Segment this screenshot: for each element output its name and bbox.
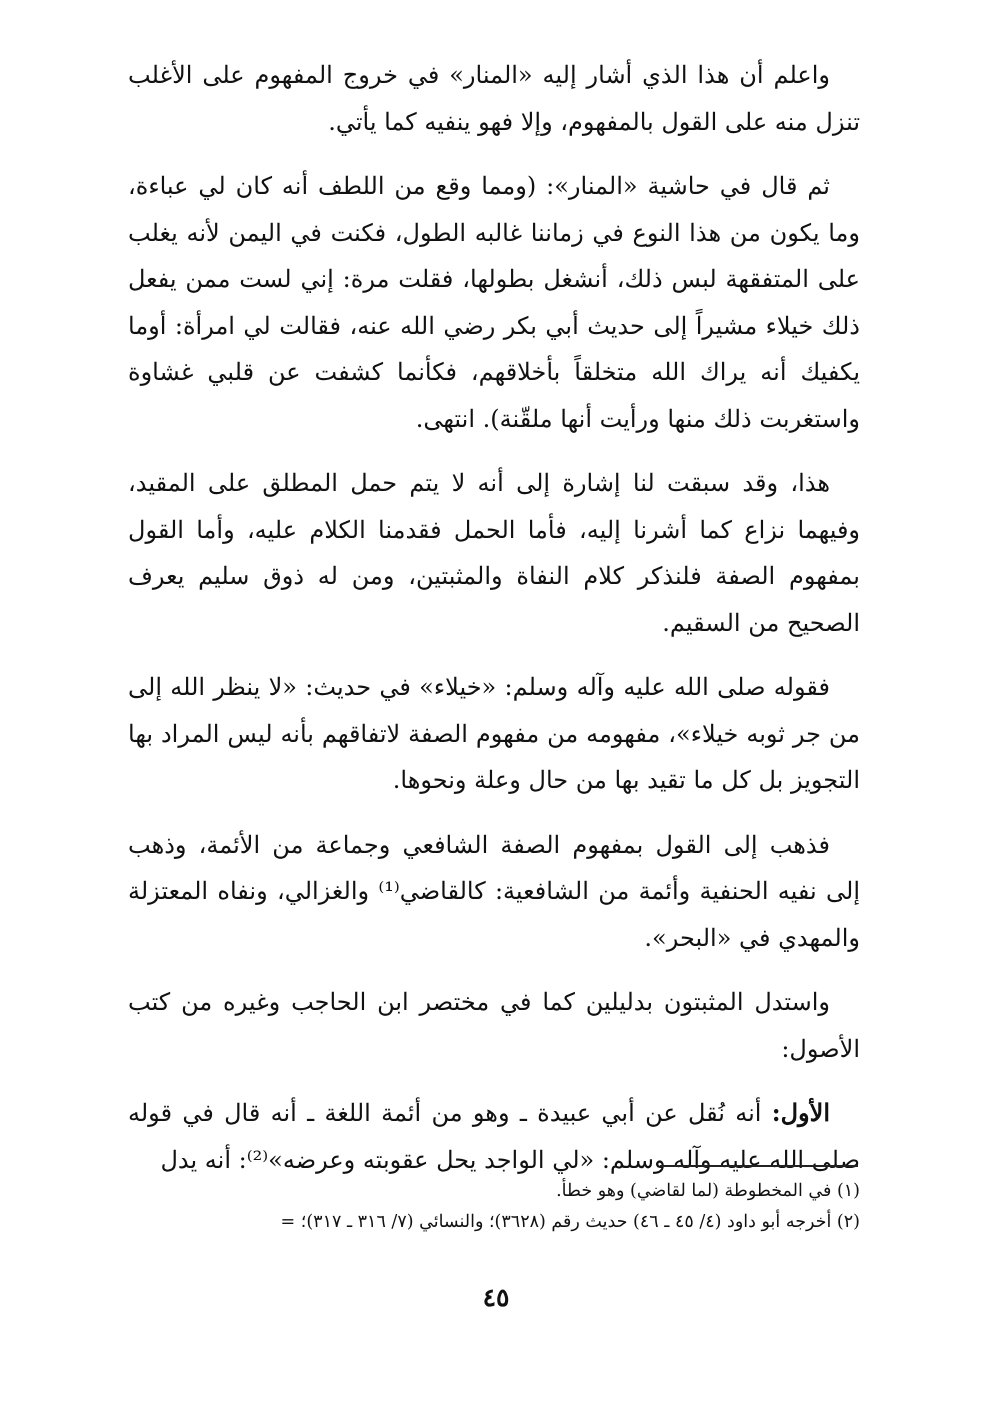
footnote-1: (١) في المخطوطة (لما لقاضي) وهو خطأ. <box>556 1181 860 1201</box>
main-text <box>128 52 860 1201</box>
footnote-2: (٢) أخرجه أبو داود (٤/ ٤٥ ـ ٤٦) حديث رقم (٣٦٢٨)؛ والنسائي (٧/ ٣١٦ ـ ٣١٧)؛ = <box>280 1212 860 1232</box>
paragraph-2: ثم قال في حاشية «المنار»: (ومما وقع من اللطف أنه كان لي عباءة، وما يكون من هذا النوع في زماننا غالبه الطول، فكنت في اليمن لأنه يغلب على المتفقهة لبس ذلك، أنشغل بطولها، فقلت مرة: إني لست ممن يفعل ذلك خيلاء مشيراً إلى حديث أبي بكر رضي الله عنه، فقالت لي امرأة: أوما يكفيك أنه يراك الله متخلقاً بأخلاقهم، فكأنما كشفت عن قلبي غشاوة واستغربت ذلك منها ورأيت أنها ملقّنة). انتهى. <box>128 172 861 433</box>
paragraph-6: واستدل المثبتون بدليلين كما في مختصر ابن الحاجب وغيره من كتب الأصول: <box>128 988 860 1063</box>
paragraph-4: فقوله صلى الله عليه وآله وسلم: «خيلاء» في حديث: «لا ينظر الله إلى من جر ثوبه خيلاء»، مفهومه من مفهوم الصفة لاتفاقهم بأنه ليس المراد بها التجويز بل كل ما تقيد بها من حال وعلة ونحوها. <box>128 673 860 794</box>
footnotes <box>128 1176 860 1238</box>
page-number: ٤٥ <box>482 1283 510 1312</box>
paragraph-7-text: أنه نُقل عن أبي عبيدة ـ وهو من أئمة اللغة ـ أنه قال في قوله صلى الله عليه وآله وسلم: «لي الواجد يحل عقوبته وعرضه»⁽²⁾: أنه يدل <box>128 1099 860 1174</box>
paragraph-5: فذهب إلى القول بمفهوم الصفة الشافعي وجماعة من الأئمة، وذهب إلى نفيه الحنفية وأئمة من الشافعية: كالقاضي⁽¹⁾ والغزالي، ونفاه المعتزلة والمهدي في «البحر». <box>128 830 861 952</box>
paragraph-7 <box>128 1090 860 1183</box>
paragraph-3: هذا، وقد سبقت لنا إشارة إلى أنه لا يتم حمل المطلق على المقيد، وفيهما نزاع كما أشرنا إليه، فأما الحمل فقدمنا الكلام عليه، وأما القول بمفهوم الصفة فلنذكر كلام النفاة والمثبتين، ومن له ذوق سليم يعرف الصحيح من السقيم. <box>128 469 861 637</box>
footnote-divider <box>660 1165 858 1167</box>
paragraph-1: واعلم أن هذا الذي أشار إليه «المنار» في خروج المفهوم على الأغلب تنزل منه على القول بالمفهوم، وإلا فهو ينفيه كما يأتي. <box>128 61 860 136</box>
paragraph-7-lead: الأول: <box>771 1098 830 1127</box>
